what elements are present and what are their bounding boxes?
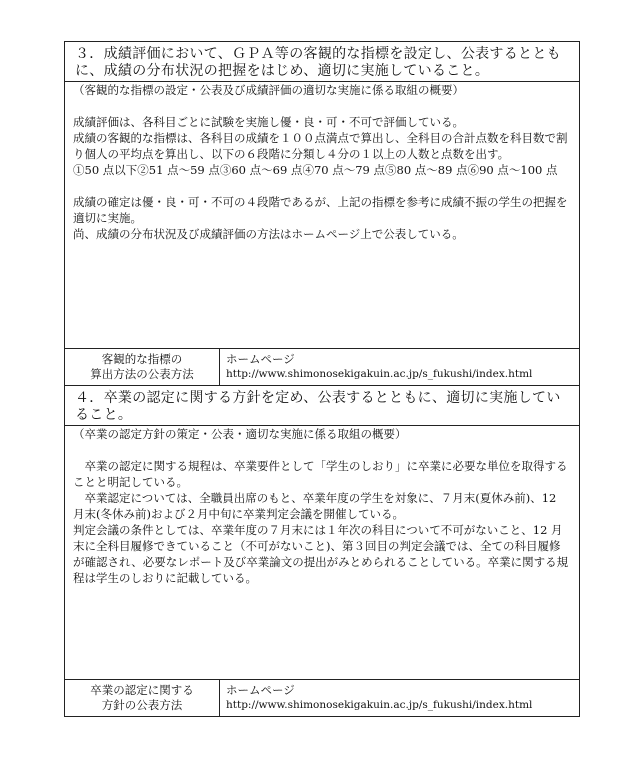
section4-paragraph: 卒業の認定に関する規程は、卒業要件として「学生のしおり」に卒業に必要な単位を取得することと明記している。 — [73, 459, 568, 489]
section3-method-label-line2: 算出方法の公表方法 — [90, 367, 194, 381]
section4-body — [65, 426, 580, 680]
section3-paragraph: 成績の確定は優・良・可・不可の４段階であるが、上記の指標を参考に成績不振の学生の把握を適切に実施。 — [73, 195, 568, 225]
section4-method-label-line1: 卒業の認定に関する — [90, 683, 194, 697]
section3-method-homepage: ホームページ — [226, 352, 295, 366]
section4-method-label — [65, 680, 220, 717]
section3-score-bands: ①50 点以下②51 点～59 点③60 点～69 点④70 点～79 点⑤80 点～89 点⑥90 点～100 点 — [73, 163, 558, 177]
section3-overview-title: （客観的な指標の設定・公表及び成績評価の適切な実施に係る取組の概要） — [73, 83, 464, 97]
section3-body — [65, 82, 580, 349]
section4-paragraph: 判定会議の条件としては、卒業年度の７月末には１年次の科目について不可がないこと、12 月末に全科目履修できていること（不可がないこと)、第３回目の判定会議では、全ての科目履修が確認され、必要なレポート及び卒業論文の提出がみとめられることしている。卒業に関する規程は学生のしおりに記載している。 — [73, 523, 569, 585]
section3-paragraph: 成績の客観的な指標は、各科目の成績を１００点満点で算出し、全科目の合計点数を科目数で割り個人の平均点を算出し、以下の６段階に分類し４分の１以上の人数と点数を出す。 — [73, 131, 568, 161]
section4-method-label-line2: 方針の公表方法 — [101, 698, 183, 712]
section4-method-url[interactable]: http://www.shimonosekigakuin.ac.jp/s_fukushi/index.html — [226, 699, 533, 711]
section3-method-value — [220, 349, 580, 386]
section4-heading: ４．卒業の認定に関する方針を定め、公表するとともに、適切に実施していること。 — [65, 386, 580, 426]
section3-heading: ３．成績評価において、ＧＰＡ等の客観的な指標を設定し、公表するとともに、成績の分布状況の把握をはじめ、適切に実施していること。 — [65, 42, 580, 82]
section3-method-label — [65, 349, 220, 386]
section3-method-label-line1: 客観的な指標の — [101, 352, 183, 366]
section4-method-value — [220, 680, 580, 717]
section4-overview-title: （卒業の認定方針の策定・公表・適切な実施に係る取組の概要） — [73, 427, 407, 441]
section3-paragraph: 尚、成績の分布状況及び成績評価の方法はホームページ上で公表している。 — [73, 227, 464, 241]
evaluation-table — [64, 41, 580, 717]
document — [64, 41, 579, 717]
section3-paragraph: 成績評価は、各科目ごとに試験を実施し優・良・可・不可で評価している。 — [73, 115, 464, 129]
section4-method-homepage: ホームページ — [226, 683, 295, 697]
section4-paragraph: 卒業認定については、全職員出席のもと、卒業年度の学生を対象に、７月末(夏休み前)、12 月末(冬休み前)および２月中旬に卒業判定会議を開催している。 — [73, 491, 557, 521]
section3-method-url[interactable]: http://www.shimonosekigakuin.ac.jp/s_fukushi/index.html — [226, 368, 533, 380]
